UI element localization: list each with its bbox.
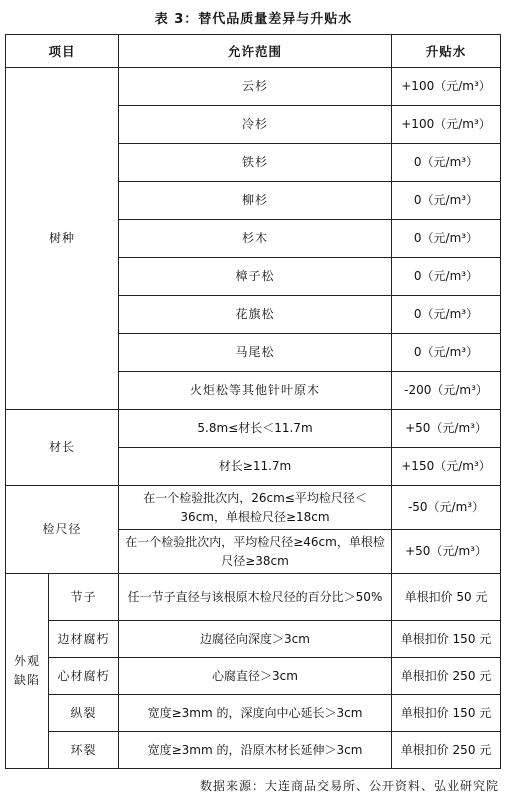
adjust-cell: 0（元/m³）: [392, 258, 501, 296]
table-row: [6, 658, 501, 695]
range-cell: 心腐直径＞3cm: [119, 658, 392, 695]
table-row: [6, 574, 501, 621]
adjust-cell: 单根扣价 50 元: [392, 574, 501, 621]
table-row: [6, 621, 501, 658]
group-defect: 外观缺陷: [6, 574, 49, 769]
table-header-row: [6, 35, 501, 68]
range-cell: 任一节子直径与该根原木检尺径的百分比＞50%: [119, 574, 392, 621]
adjust-cell: +150（元/m³）: [392, 448, 501, 486]
table-row: [6, 410, 501, 448]
range-cell: 边腐径向深度＞3cm: [119, 621, 392, 658]
range-cell: 在一个检验批次内，26cm≤平均检尺径＜36cm，单根检尺径≥18cm: [119, 486, 392, 530]
defect-name: 心材腐朽: [49, 658, 119, 695]
range-cell: 5.8m≤材长＜11.7m: [119, 410, 392, 448]
range-cell: 杉木: [119, 220, 392, 258]
defect-name: 节子: [49, 574, 119, 621]
range-cell: 马尾松: [119, 334, 392, 372]
adjust-cell: 0（元/m³）: [392, 296, 501, 334]
header-adjust: 升贴水: [392, 35, 501, 68]
adjust-cell: 0（元/m³）: [392, 334, 501, 372]
quality-premium-table: [5, 34, 501, 769]
adjust-cell: 0（元/m³）: [392, 182, 501, 220]
range-cell: 宽度≥3mm 的，深度向中心延长＞3cm: [119, 695, 392, 732]
group-length: 材长: [6, 410, 119, 486]
adjust-cell: 0（元/m³）: [392, 220, 501, 258]
range-cell: 铁杉: [119, 144, 392, 182]
range-cell: 柳杉: [119, 182, 392, 220]
range-cell: 宽度≥3mm 的，沿原木材长延伸＞3cm: [119, 732, 392, 769]
defect-name: 纵裂: [49, 695, 119, 732]
range-cell: 冷杉: [119, 106, 392, 144]
table-row: [6, 486, 501, 530]
table-row: [6, 732, 501, 769]
range-cell: 花旗松: [119, 296, 392, 334]
adjust-cell: 单根扣价 150 元: [392, 621, 501, 658]
adjust-cell: 0（元/m³）: [392, 144, 501, 182]
adjust-cell: +50（元/m³）: [392, 530, 501, 574]
header-item: 项目: [6, 35, 119, 68]
defect-name: 边材腐朽: [49, 621, 119, 658]
range-cell: 樟子松: [119, 258, 392, 296]
group-species: 树种: [6, 68, 119, 410]
adjust-cell: -200（元/m³）: [392, 372, 501, 410]
defect-name: 环裂: [49, 732, 119, 769]
adjust-cell: +100（元/m³）: [392, 106, 501, 144]
adjust-cell: +100（元/m³）: [392, 68, 501, 106]
table-title: 表 3：替代品质量差异与升贴水: [154, 12, 353, 27]
range-cell: 火炬松等其他针叶原木: [119, 372, 392, 410]
table-row: [6, 68, 501, 106]
adjust-cell: +50（元/m³）: [392, 410, 501, 448]
range-cell: 在一个检验批次内，平均检尺径≥46cm，单根检尺径≥38cm: [119, 530, 392, 574]
table-row: [6, 695, 501, 732]
adjust-cell: 单根扣价 250 元: [392, 658, 501, 695]
adjust-cell: 单根扣价 150 元: [392, 695, 501, 732]
header-range: 允许范围: [119, 35, 392, 68]
adjust-cell: -50（元/m³）: [392, 486, 501, 530]
range-cell: 材长≥11.7m: [119, 448, 392, 486]
adjust-cell: 单根扣价 250 元: [392, 732, 501, 769]
data-source-note: 数据来源：大连商品交易所、公开资料、弘业研究院: [199, 779, 499, 793]
range-cell: 云杉: [119, 68, 392, 106]
group-diameter: 检尺径: [6, 486, 119, 574]
